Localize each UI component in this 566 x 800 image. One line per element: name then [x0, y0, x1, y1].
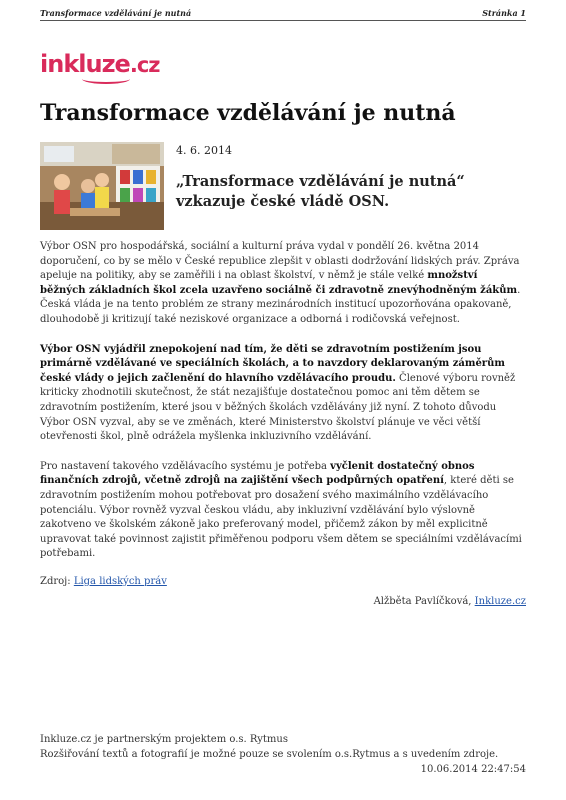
header-title: Transformace vzdělávání je nutná: [40, 8, 192, 18]
article-date: 4. 6. 2014: [176, 144, 232, 157]
paragraph-3: [40, 460, 526, 562]
footer-line-2: Rozšiřování textů a fotografií je možné pouze se svolením o.s.Rytmus a s uvedením zdroje.: [40, 749, 499, 760]
paragraph-2-text: Členové výboru rovněž kriticky zhodnotili skutečnost, že stát nezajišťuje dostatečnou pomoc ani těm dětem se zdravotním postižením, které jsou v běžných školách vzdělávány již nyní. Z tohoto důvodu Výbor OSN vyzval, aby se ve změnách, které Ministerstvo školství plánuje ve věci větší otevřenosti škol, plně odrážela myšlenka inkluzivního vzdělávání.: [40, 372, 516, 443]
paragraph-2: [40, 343, 526, 445]
inkluze-logo[interactable]: [40, 50, 160, 78]
footer-timestamp: 10.06.2014 22:47:54: [420, 764, 526, 775]
classroom-photo: [40, 142, 164, 230]
page-footer: [40, 732, 526, 777]
source-line: [40, 575, 526, 590]
paragraph-1-text-c: . Česká vláda je na tento problém ze strany mezinárodních institucí upozorňována opakovaně, dlouhodobě ji kritizují také neziskové organizace a odborná i rodičovská veřejnost.: [40, 284, 521, 325]
subtitle-line-1: „Transformace vzdělávání je nutná“: [176, 173, 465, 190]
logo-suffix: .cz: [129, 53, 160, 77]
source-label: Zdroj:: [40, 575, 74, 587]
article-title: Transformace vzdělávání je nutná: [40, 100, 456, 126]
article-body: [40, 240, 526, 610]
paragraph-3-bold: vyčlenit dostatečný obnos finančních zdrojů, včetně zdrojů na zajištění všech podpůrných opatření: [40, 460, 475, 487]
paragraph-1-bold: množství běžných základních škol zcela uzavřeno sociálně či zdravotně znevýhodněným žákům: [40, 270, 518, 296]
paragraph-2-bold: Výbor OSN vyjádřil znepokojení nad tím, že děti se zdravotním postižením jsou primárně vzdělávané ve speciálních školách, a to navzdory deklarovaným záměrům české vlády o jejich začlenění do hlavního vzdělávacího proudu.: [40, 343, 505, 384]
subtitle-line-2: vzkazuje české vládě OSN.: [176, 193, 390, 210]
footer-line-1: Inkluze.cz je partnerským projektem o.s. Rytmus: [40, 734, 288, 745]
author-line: [40, 595, 526, 610]
logo-arc: [82, 74, 130, 84]
source-link[interactable]: Liga lidských práv: [73, 575, 167, 587]
paragraph-1-text-a: Výbor OSN pro hospodářská, sociální a kulturní práva vydal v pondělí 26. května 2014 doporučení, co by se mělo v České republice zlepšit v oblasti dodržování lidských práv. Zpráva apeluje na politiky, aby se zaměřili i na oblast školství, v němž je stále velké: [40, 241, 520, 282]
paragraph-1: [40, 240, 526, 328]
article-subtitle: [176, 172, 465, 212]
logo-name: inkluze: [40, 50, 130, 78]
paragraph-3-text-c: , které děti se zdravotním postižením mohou potřebovat pro dosažení svého maximálního vzdělávacího potenciálu. Výbor rovněž vyzval českou vládu, aby inkluzivní vzdělávání bylo výslovně zakotveno ve školském zákoně jako preferovaný model, přičemž zákon by měl explicitně upravovat také povinnost zajistit přiměřenou podporu všem dětem se speciálními vzdělávacími potřebami.: [40, 475, 522, 560]
page-number: Stránka 1: [482, 8, 526, 18]
author-name: Alžběta Pavlíčková,: [373, 596, 475, 608]
paragraph-3-text-a: Pro nastavení takového vzdělávacího systému je potřeba: [40, 460, 331, 472]
page-header: [40, 6, 526, 21]
author-link[interactable]: Inkluze.cz: [474, 596, 526, 608]
